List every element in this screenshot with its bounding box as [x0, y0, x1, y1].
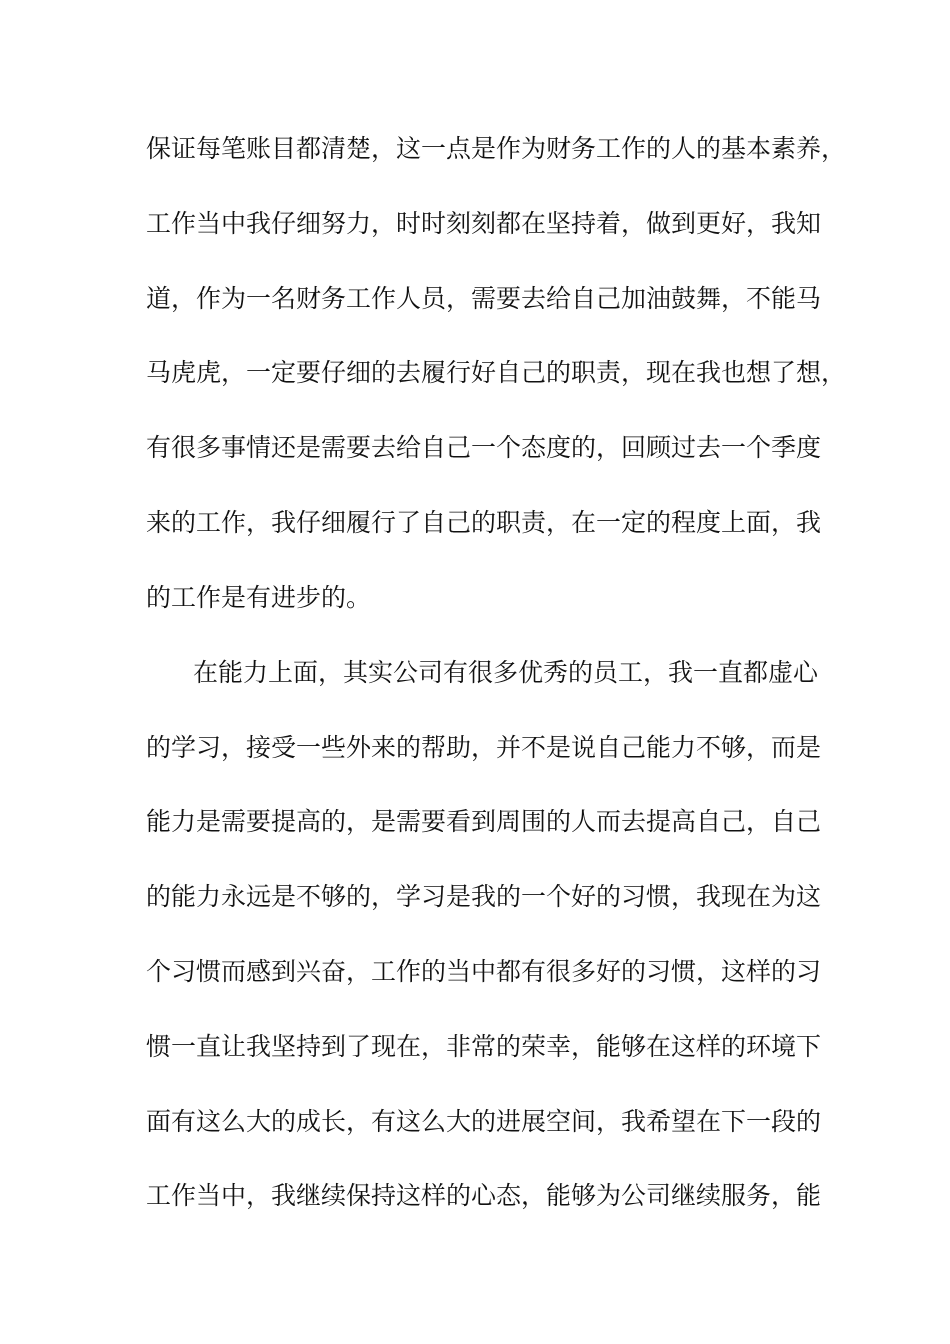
text-line: 能力是需要提高的，是需要看到周围的人而去提高自己，自己 — [146, 807, 822, 836]
text-line: 的学习，接受一些外来的帮助，并不是说自己能力不够，而是 — [146, 733, 822, 762]
text-line: 道，作为一名财务工作人员，需要去给自己加油鼓舞，不能马 — [146, 284, 822, 313]
paragraph-first-line: 在能力上面，其实公司有很多优秀的员工，我一直都虚心 — [193, 658, 819, 687]
text-line: 有很多事情还是需要去给自己一个态度的，回顾过去一个季度 — [146, 433, 822, 462]
text-line: 工作当中我仔细努力，时时刻刻都在坚持着，做到更好，我知 — [146, 209, 822, 238]
text-line: 工作当中，我继续保持这样的心态，能够为公司继续服务，能 — [146, 1181, 822, 1210]
text-line: 的能力永远是不够的，学习是我的一个好的习惯，我现在为这 — [146, 882, 822, 911]
text-line: 来的工作，我仔细履行了自己的职责，在一定的程度上面，我 — [146, 508, 822, 537]
text-line: 保证每笔账目都清楚，这一点是作为财务工作的人的基本素养， — [146, 134, 847, 163]
text-line: 惯一直让我坚持到了现在，非常的荣幸，能够在这样的环境下 — [146, 1032, 822, 1061]
text-line: 马虎虎，一定要仔细的去履行好自己的职责，现在我也想了想， — [146, 358, 847, 387]
text-line: 的工作是有进步的。 — [146, 583, 372, 612]
text-line: 个习惯而感到兴奋，工作的当中都有很多好的习惯，这样的习 — [146, 957, 822, 986]
text-line: 面有这么大的成长，有这么大的进展空间，我希望在下一段的 — [146, 1107, 822, 1136]
